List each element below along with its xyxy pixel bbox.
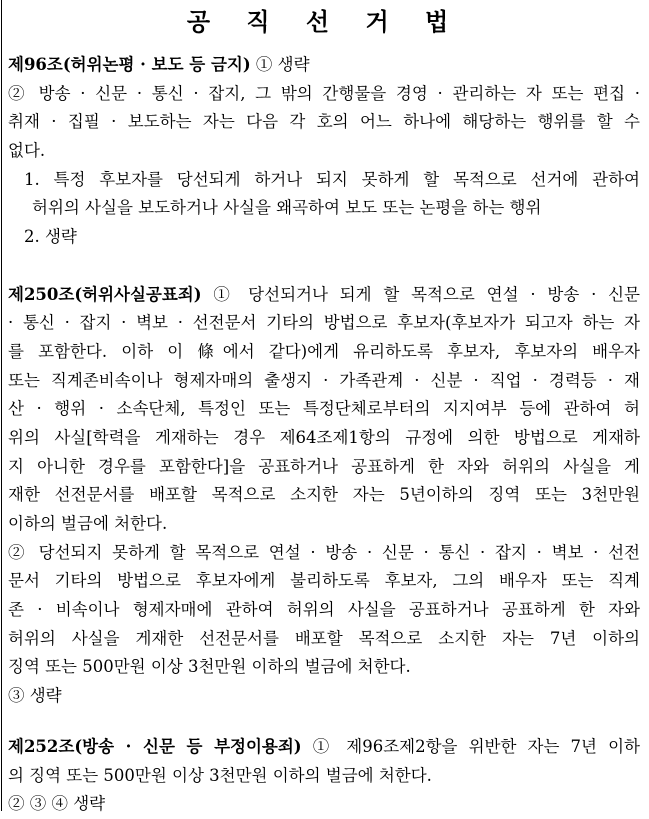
spacer <box>8 711 640 733</box>
article-250-p2-line: 문서 기타의 방법으로 후보자에게 불리하도록 후보자, 그의 배우자 또는 직계 <box>8 571 640 591</box>
article-250-p1-line: 지 아니한 경우를 포함한다]을 공표하거나 공표하게 한 자와 허위의 사실을 게 <box>8 456 640 476</box>
article-252-p1-first: ① 제96조제2항을 위반한 자는 7년 이하 <box>312 736 640 756</box>
article-250-p2-line: 징역 또는 500만원 이상 3천만원 이하의 벌금에 처한다. <box>8 657 411 677</box>
article-250-p1-first: ① 당선되거나 되게 할 목적으로 연설 · 방송 · 신문 <box>213 284 640 304</box>
article-252 <box>8 733 640 819</box>
article-96-heading-line <box>8 51 640 80</box>
article-96-p2-line: 없다. <box>8 141 46 161</box>
article-250-p1-line: 산 · 행위 · 소속단체, 특정인 또는 특정단체로부터의 지지여부 등에 관하여 허 <box>8 399 640 419</box>
article-252-heading-line <box>8 733 640 762</box>
article-250-p1-line: 이하의 벌금에 처한다. <box>8 514 168 533</box>
article-96-item2: 2. 생략 <box>24 227 77 247</box>
article-250-p3: ③ 생략 <box>8 686 62 706</box>
article-252-p234: ② ③ ④ 생략 <box>8 794 106 814</box>
article-250-p2-line: ② 당선되지 못하게 할 목적으로 연설 · 방송 · 신문 · 통신 · 잡지 · 벽보 · 선전 <box>8 542 640 562</box>
article-96-item1-line: 1. 특정 후보자를 당선되게 하거나 되지 못하게 할 목적으로 선거에 관하여 <box>24 169 640 189</box>
article-96-p1: ① 생략 <box>255 55 310 74</box>
left-border <box>1 0 2 811</box>
article-250-heading-line <box>8 281 640 310</box>
article-250-p1-line: 재한 선전문서를 배포할 목적으로 소지한 자는 5년이하의 징역 또는 3천만원 <box>8 485 640 505</box>
article-96-p2-line: 취재 · 집필 · 보도하는 자는 다음 각 호의 어느 하나에 해당하는 행위를 할 수 <box>8 112 640 132</box>
article-250-p2-line: 존 · 비속이나 형제자매에 관하여 허위의 사실을 공표하거나 공표하게 한 자와 <box>8 600 640 620</box>
article-96-heading: 제96조(허위논평 · 보도 등 금지) <box>8 55 251 74</box>
document-title: 공 직 선 거 법 <box>186 7 463 36</box>
article-252-p1-line: 의 징역 또는 500만원 이상 3천만원 이하의 벌금에 처한다. <box>8 765 432 785</box>
article-96-p2-line: ② 방송 · 신문 · 통신 · 잡지, 그 밖의 간행물을 경영 · 관리하는 자 또는 편집 · <box>8 83 640 103</box>
article-96-item1-line: 허위의 사실을 보도하거나 사실을 왜곡하여 보도 또는 논평을 하는 행위 <box>32 198 542 218</box>
article-252-heading: 제252조(방송 · 신문 등 부정이용죄) <box>8 736 302 756</box>
article-250-p1-line: 위의 사실[학력을 게재하는 경우 제64조제1항의 규정에 의한 방법으로 게재하 <box>8 427 640 447</box>
article-250-p1-line: 또는 직계존비속이나 형제자매의 출생지 · 가족관계 · 신분 · 직업 · 경력등 · 재 <box>8 370 640 390</box>
article-250-p1-line: 를 포함한다. 이하 이 條에서 같다)에게 유리하도록 후보자, 후보자의 배우자 <box>8 341 640 361</box>
article-96 <box>8 51 640 252</box>
article-250-heading: 제250조(허위사실공표죄) <box>8 284 202 304</box>
document-body <box>8 51 640 819</box>
article-250-p2-line: 허위의 사실을 게재한 선전문서를 배포할 목적으로 소지한 자는 7년 이하의 <box>8 628 640 648</box>
article-250-p1-line: · 통신 · 잡지 · 벽보 · 선전문서 기타의 방법으로 후보자(후보자가 되고자 하는 자 <box>8 313 640 333</box>
article-250 <box>8 281 640 711</box>
spacer <box>8 252 640 281</box>
